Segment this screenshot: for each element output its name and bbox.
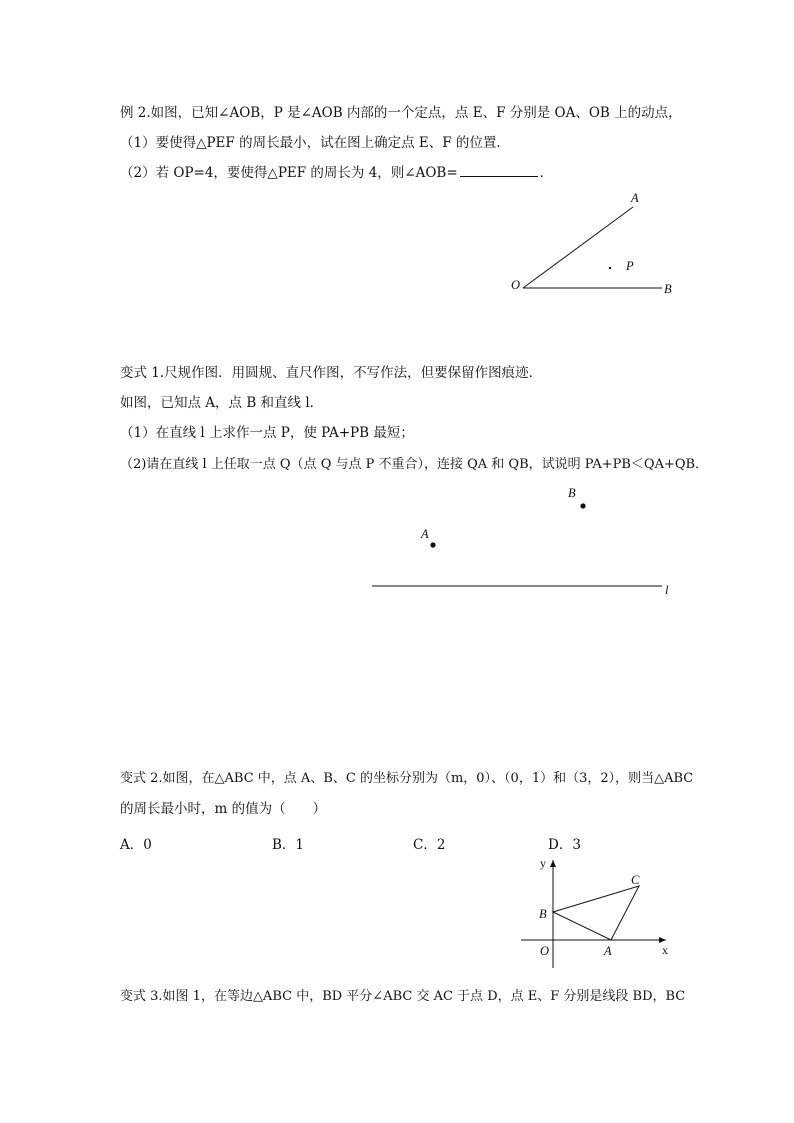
v2-line2: 的周长最小时，m 的值为（ ） [120,801,327,817]
label-l: l [665,583,669,597]
ex2-question-2-end: ． [539,165,554,181]
point-p [609,267,611,269]
label-o: O [540,944,550,958]
point-b [580,503,585,508]
triangle-abc [553,886,639,940]
ex2-question-2-text: （2）若 OP=4，要使得△PEF 的周长为 4，则∠AOB= [120,165,458,181]
label-b: B [539,907,547,921]
label-x: x [662,943,668,957]
label-p: P [626,259,634,273]
ex2-line1: 例 2.如图，已知∠AOB，P 是∠AOB 内部的一个定点，点 E、F 分别是 OA、OB 上的动点， [120,105,682,121]
label-c: C [631,873,640,887]
coordinate-figure [521,856,668,968]
v1-line2: 如图，已知点 A，点 B 和直线 l． [120,395,324,411]
ray-oa [523,207,633,288]
label-b: B [568,486,576,500]
ex2-question-1: （1）要使得△PEF 的周长最小，试在图上确定点 E、F 的位置． [120,135,510,151]
angle-aob-figure [511,191,672,296]
v3-line1: 变式 3.如图 1，在等边△ABC 中，BD 平分∠ABC 交 AC 于点 D，点 E、F 分别是线段 BD，BC [120,989,686,1004]
v1-line1: 变式 1.尺规作图．用圆规、直尺作图，不写作法，但要保留作图痕迹． [120,365,543,381]
choice-c: C．2 [413,837,446,853]
y-axis-arrow-icon [550,860,556,867]
choice-d: D．3 [548,837,581,853]
choice-b: B．1 [272,837,305,853]
label-y: y [540,856,546,870]
label-a: A [631,191,639,205]
choice-a: A．0 [120,837,152,853]
line-l-figure [372,486,669,597]
v1-question-1: （1）在直线 l 上求作一点 P，使 PA+PB 最短； [120,425,414,441]
label-o: O [511,278,521,292]
v2-line1: 变式 2.如图，在△ABC 中，点 A、B、C 的坐标分别为（m，0）、（0，1）和（3，2），则当△ABC [120,771,694,786]
point-a [430,542,435,547]
label-b: B [664,282,672,296]
v1-question-2: （2)请在直线 l 上任取一点 Q（点 Q 与点 P 不重合），连接 QA 和 QB，试说明 PA+PB＜QA+QB． [120,457,709,472]
label-a: A [604,944,612,958]
label-a: A [421,527,429,541]
